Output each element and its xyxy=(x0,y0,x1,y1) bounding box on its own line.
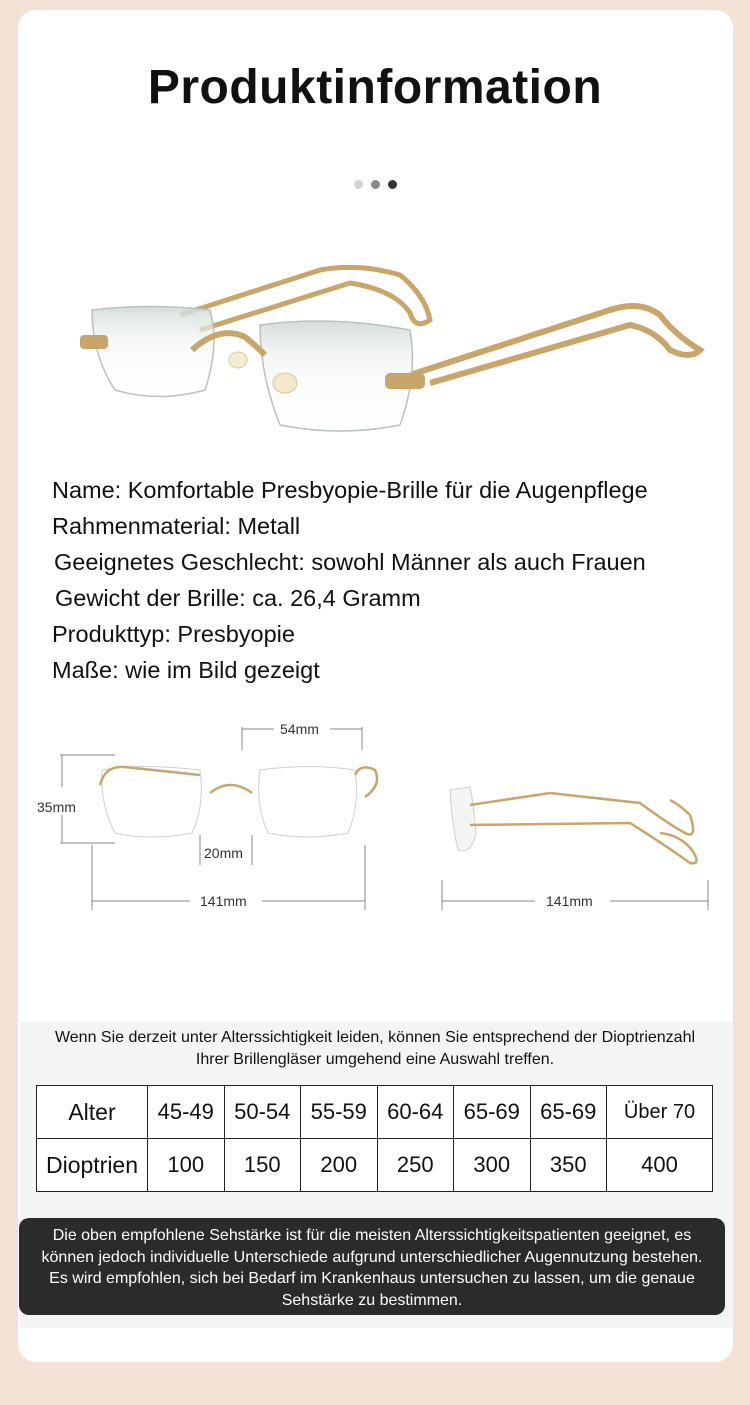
total-width-label: 141mm xyxy=(200,893,247,909)
carousel-dot-3[interactable] xyxy=(388,180,397,189)
table-row xyxy=(37,1086,713,1139)
spec-gender: Geeignetes Geschlecht: sowohl Männer als auch Frauen xyxy=(54,549,646,575)
diopter-table xyxy=(36,1085,713,1192)
diopter-cell: 250 xyxy=(377,1139,454,1192)
diopter-cell: 100 xyxy=(148,1139,225,1192)
bridge-label: 20mm xyxy=(204,845,243,861)
age-cell: 65-69 xyxy=(454,1086,531,1139)
age-cell: Über 70 xyxy=(607,1086,713,1139)
carousel-dots[interactable] xyxy=(354,180,397,189)
diopter-cell: 300 xyxy=(454,1139,531,1192)
selection-note: Wenn Sie derzeit unter Alterssichtigkeit leiden, können Sie entsprechend der Dioptrienzahl Ihrer Brillengläser umgehend eine Auswahl treffen. xyxy=(54,1029,696,1068)
diopter-cell: 200 xyxy=(301,1139,378,1192)
spec-name: Name: Komfortable Presbyopie-Brille für die Augenpflege xyxy=(52,477,648,503)
temple-length-label: 141mm xyxy=(546,893,593,909)
dimension-diagram xyxy=(30,715,720,925)
age-cell: 60-64 xyxy=(377,1086,454,1139)
front-view-glasses xyxy=(100,767,377,838)
table-row xyxy=(37,1139,713,1192)
age-cell: 65-69 xyxy=(530,1086,607,1139)
diopter-cell: 150 xyxy=(224,1139,301,1192)
side-view-glasses xyxy=(450,787,697,863)
diopter-cell: 350 xyxy=(530,1139,607,1192)
disclaimer-box: Die oben empfohlene Sehstärke ist für die meisten Alterssichtigkeitspatienten geeignet, es können jedoch individuelle Unterschiede aufgrund unterschiedlicher Augennutzung bestehen. Es wird empfohlen, sich bei Bedarf im Krankenhaus untersuchen zu lassen, um die genaue Sehstärke zu bestimmen. xyxy=(19,1218,725,1315)
page-title: Produktinformation xyxy=(147,61,603,114)
age-cell: 50-54 xyxy=(224,1086,301,1139)
lens-width-label: 54mm xyxy=(280,721,319,737)
lens-height-label: 35mm xyxy=(37,799,76,815)
spec-frame-material: Rahmenmaterial: Metall xyxy=(52,513,301,539)
spec-weight: Gewicht der Brille: ca. 26,4 Gramm xyxy=(55,585,421,611)
carousel-dot-1[interactable] xyxy=(354,180,363,189)
carousel-dot-2[interactable] xyxy=(371,180,380,189)
row-label-age: Alter xyxy=(37,1086,148,1139)
diopter-cell: 400 xyxy=(607,1139,713,1192)
glasses-image xyxy=(70,255,710,445)
age-cell: 45-49 xyxy=(148,1086,225,1139)
spec-list xyxy=(52,472,648,688)
spec-type: Produkttyp: Presbyopie xyxy=(52,621,295,647)
row-label-diopters: Dioptrien xyxy=(37,1139,148,1192)
spec-size: Maße: wie im Bild gezeigt xyxy=(52,657,320,683)
age-cell: 55-59 xyxy=(301,1086,378,1139)
